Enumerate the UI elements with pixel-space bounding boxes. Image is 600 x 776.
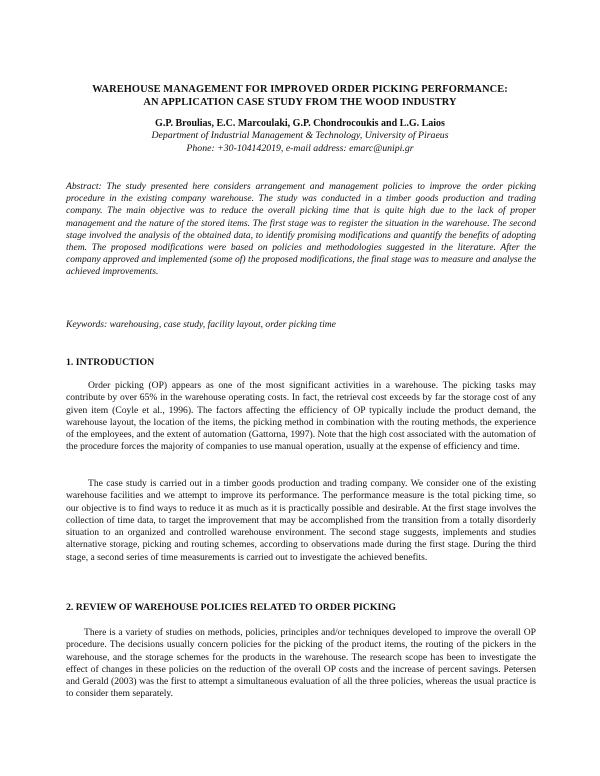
title-line-2: AN APPLICATION CASE STUDY FROM THE WOOD INDUSTRY bbox=[143, 97, 457, 108]
contact-info: Phone: +30-104142019, e-mail address: emarc@unipi.gr bbox=[186, 142, 414, 154]
paper-title bbox=[60, 83, 540, 109]
author-list: G.P. Broulias, E.C. Marcoulaki, G.P. Chondrocoukis and L.G. Laios bbox=[155, 118, 445, 129]
review-paragraph-1: There is a variety of studies on methods, policies, principles and/or techniques developed to improve the overall OP procedure. The decisions usually concern policies for the picking of the product items, the routing of the pickers in the warehouse, and the storage schemes for the products in the warehouse. The research scope has been to investigate the effect of changes in these policies on the reduction of the overall OP costs and the increase of percent savings. Petersen and Gerald (2003) was the first to attempt a simultaneous evaluation of all the three policies, whereas the usual practice is to consider them separately. bbox=[66, 627, 536, 700]
intro-paragraph-1: Order picking (OP) appears as one of the most significant activities in a warehouse. The picking tasks may contribute by over 65% in the warehouse operating costs. In fact, the retrieval cost exceeds by far the storage cost of any given item (Coyle et al., 1996). The factors affecting the efficiency of OP typically include the product demand, the warehouse layout, the location of the items, the picking method in combination with the routing methods, the experience of the employees, and the extent of automation (Gattorna, 1997). Note that the high cost associated with the automation of the procedure forces the majority of companies to use manual operation, usually at the expense of efficiency and time. bbox=[66, 380, 536, 453]
affiliation: Department of Industrial Management & Technology, University of Piraeus bbox=[151, 130, 449, 141]
intro-paragraph-2: The case study is carried out in a timber goods production and trading company. We consider one of the existing warehouse facilities and we attempt to improve its performance. The performance measure is the total picking time, so our objective is to find ways to reduce it as much as it is practically possible and desirable. At the first stage involves the collection of time data, to target the improvement that may be accomplished from the transition from a totally disorderly situation to an organized and controlled warehouse environment. The second stage suggests, implements and studies alternative storage, picking and routing schemes, according to observations made during the first stage. During the third stage, a second series of time measurements is carried out to investigate the achieved benefits. bbox=[66, 478, 536, 563]
section-heading-introduction: 1. INTRODUCTION bbox=[66, 357, 155, 368]
section-heading-review: 2. REVIEW OF WAREHOUSE POLICIES RELATED TO ORDER PICKING bbox=[66, 602, 396, 613]
keywords: Keywords: warehousing, case study, facility layout, order picking time bbox=[66, 319, 336, 330]
title-line-1: WAREHOUSE MANAGEMENT FOR IMPROVED ORDER PICKING PERFORMANCE: bbox=[92, 84, 508, 95]
affiliation-block bbox=[60, 130, 540, 155]
abstract: Abstract: The study presented here considers arrangement and management policies to improve the order picking procedure in the existing company warehouse. The study was conducted in a timber goods production and trading company. The main objective was to reduce the overall picking time that is quite high due to the lack of proper management and the nature of the stored items. The first stage was to register the situation in the warehouse. The second stage involved the analysis of the obtained data, to identify promising modifications and quantify the benefits of adopting them. The proposed modifications were based on policies and methodologies suggested in the literature. After the company approved and implemented (some of) the proposed modifications, the final stage was to measure and analyse the achieved improvements. bbox=[66, 181, 536, 278]
